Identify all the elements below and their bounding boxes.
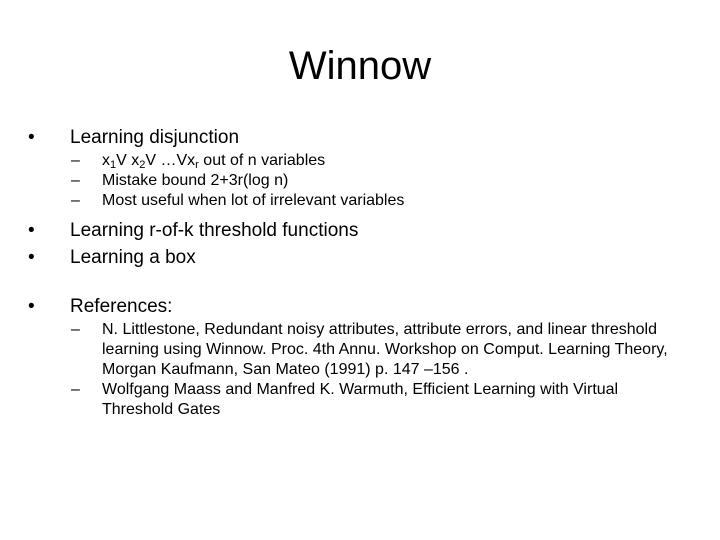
dash-marker: – [71,172,80,189]
formula-v2: V …Vx [145,152,196,169]
formula-sub1: 1 [110,159,117,171]
sub-bullet-mistake-bound [28,171,688,191]
dash-marker: – [71,321,80,338]
sub-bullet-text: Mistake bound 2+3r(log n) [102,172,289,189]
reference-littlestone [28,320,688,380]
dash-marker: – [71,192,80,209]
slide-body [28,124,688,420]
formula-subr: r [195,159,199,171]
bullet-learning-box [28,244,688,271]
bullet-r-of-k-threshold [28,217,688,244]
bullet-text: Learning a box [70,247,196,268]
bullet-marker: • [28,296,35,317]
bullet-text: Learning r-of-k threshold functions [70,220,359,241]
reference-maass-warmuth [28,380,688,420]
sub-bullet-most-useful [28,191,688,211]
slide-title: Winnow [288,44,432,88]
sub-bullet-text: Most useful when lot of irrelevant variables [102,192,405,209]
bullet-marker: • [28,220,35,241]
dash-marker: – [71,381,80,398]
bullet-text: References: [70,296,173,317]
bullet-marker: • [28,247,35,268]
formula-x1: x [102,152,110,169]
bullet-learning-disjunction [28,124,688,151]
formula-text [102,152,325,169]
formula-v1: V x [116,152,140,169]
dash-marker: – [71,152,80,169]
formula-tail: out of n variables [198,152,326,169]
bullet-marker: • [28,127,35,148]
formula-sub2: 2 [139,159,146,171]
bullet-references [28,293,688,320]
reference-text: Wolfgang Maass and Manfred K. Warmuth, Efficient Learning with Virtual Threshold Gates [102,381,619,418]
reference-text: N. Littlestone, Redundant noisy attributes, attribute errors, and linear threshold learning using Winnow. Proc. 4th Annu. Workshop on Comput. Learning Theory, Morgan Kaufmann, San Mateo (1991) p. 147 –156 . [102,321,668,378]
bullet-text: Learning disjunction [70,127,240,148]
sub-bullet-disjunction-formula [28,151,688,171]
